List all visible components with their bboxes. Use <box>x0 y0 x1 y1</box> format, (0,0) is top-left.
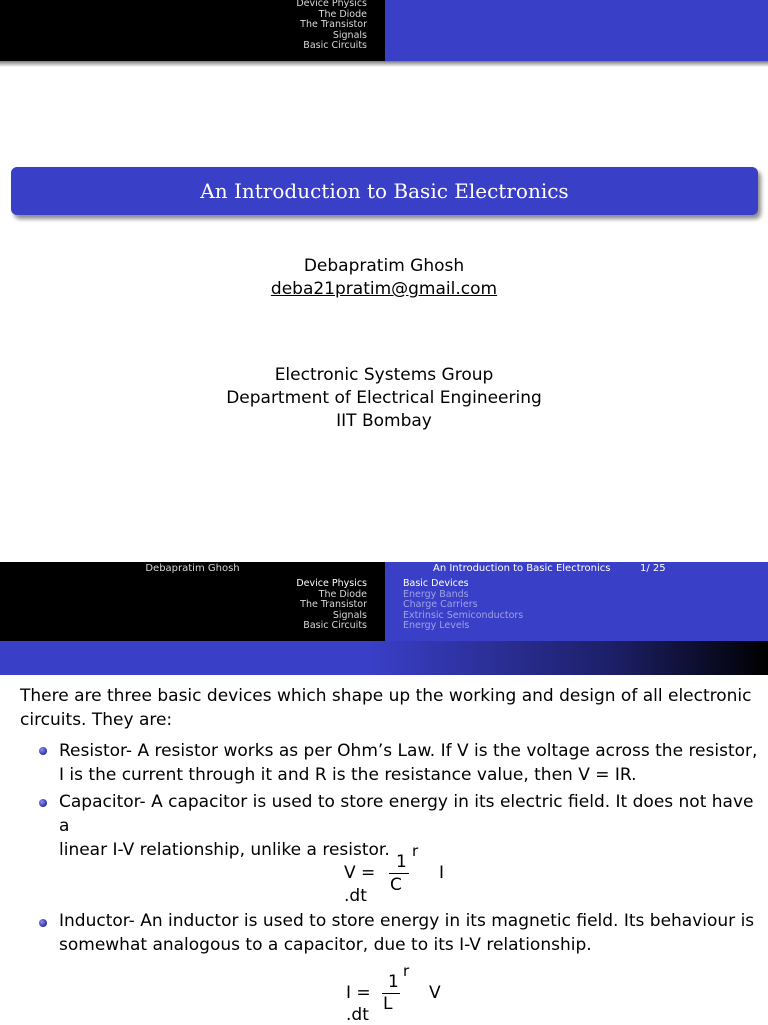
nav-subsection-link[interactable]: Extrinsic Semiconductors <box>403 609 524 621</box>
bullet-marker <box>39 747 47 755</box>
intro-paragraph <box>20 684 760 732</box>
nav-section-link[interactable]: Basic Circuits <box>303 620 367 631</box>
footer-title: An Introduction to Basic Electronics <box>433 563 611 574</box>
bullet-marker <box>39 919 47 927</box>
author-block <box>0 255 768 301</box>
nav-subsection-link[interactable]: Energy Bands <box>403 588 469 600</box>
eq2-integral: r <box>403 962 410 980</box>
slide1-header-right <box>385 0 768 61</box>
slide1-nav-sections <box>150 0 367 52</box>
slide2-frametitle-bar <box>0 641 768 675</box>
bullet-line: Resistor- A resistor works as per Ohm’s Law. If V is the voltage across the resistor, <box>59 741 758 761</box>
footer-title-bar <box>385 562 768 576</box>
affiliation-department: Department of Electrical Engineering <box>226 388 542 408</box>
eq1-denominator: C <box>390 875 402 895</box>
eq1-integral: r <box>412 842 419 860</box>
capacitor-equation <box>300 842 500 910</box>
bullet-line: linear I-V relationship, unlike a resistor. <box>59 840 390 860</box>
footer-author-text: Debapratim Ghosh <box>145 563 240 574</box>
bullet-resistor <box>59 739 764 787</box>
nav-subsection-link[interactable]: Charge Carriers <box>403 599 478 610</box>
bullet-marker <box>39 799 47 807</box>
nav-section-link[interactable]: Device Physics <box>296 578 367 589</box>
eq1-numerator: 1 <box>396 852 407 872</box>
nav-section-link[interactable]: Signals <box>332 29 367 41</box>
nav-subsection-link[interactable]: Basic Devices <box>403 578 469 589</box>
nav-section-link[interactable]: The Diode <box>318 8 367 20</box>
author-name: Debapratim Ghosh <box>303 256 465 276</box>
nav-section-link[interactable]: Device Physics <box>296 0 367 9</box>
slide2-nav-sections <box>150 579 367 632</box>
slide-title: An Introduction to Basic Electronics <box>200 179 569 203</box>
footer-author <box>0 562 385 576</box>
bullet-line: somewhat analogous to a capacitor, due to its I-V relationship. <box>59 935 592 955</box>
affiliation-block <box>0 364 768 433</box>
bullet-line: Inductor- An inductor is used to store energy in its magnetic field. Its behaviour is <box>59 911 755 931</box>
eq2-numerator: 1 <box>388 972 399 992</box>
slide-title-box <box>11 167 758 215</box>
nav-subsection-link[interactable]: Energy Levels <box>403 620 470 631</box>
eq1-fraction-bar <box>389 873 409 874</box>
nav-section-link[interactable]: The Transistor <box>300 599 367 610</box>
eq1-variable: I <box>439 863 445 883</box>
intro-line: circuits. They are: <box>20 710 173 730</box>
slide1-header-shadow <box>0 61 768 67</box>
bullet-line: Capacitor- A capacitor is used to store energy in its electric field. It does not have a <box>59 792 754 836</box>
eq2-dt: .dt <box>346 1005 369 1025</box>
nav-section-link[interactable]: Signals <box>332 609 367 621</box>
intro-line: There are three basic devices which shape up the working and design of all electronic <box>20 686 752 706</box>
eq2-variable: V <box>429 983 441 1003</box>
eq1-dt: .dt <box>344 886 367 906</box>
nav-section-link[interactable]: Basic Circuits <box>303 40 367 51</box>
bullet-line: I is the current through it and R is the resistance value, then V = IR. <box>59 765 637 785</box>
affiliation-institute: IIT Bombay <box>336 411 432 431</box>
author-email-link[interactable]: deba21pratim@gmail.com <box>270 279 498 299</box>
footer-page-number: 1/ 25 <box>640 563 666 574</box>
nav-section-link[interactable]: The Diode <box>318 588 367 600</box>
affiliation-group: Electronic Systems Group <box>274 365 494 385</box>
eq1-lhs: V = <box>344 863 376 883</box>
inductor-equation <box>300 962 500 1024</box>
bullet-inductor <box>59 909 764 957</box>
eq2-denominator: L <box>383 994 393 1014</box>
slide2-nav-subsections <box>403 579 703 632</box>
eq2-lhs: I = <box>346 983 371 1003</box>
nav-section-link[interactable]: The Transistor <box>300 19 367 30</box>
